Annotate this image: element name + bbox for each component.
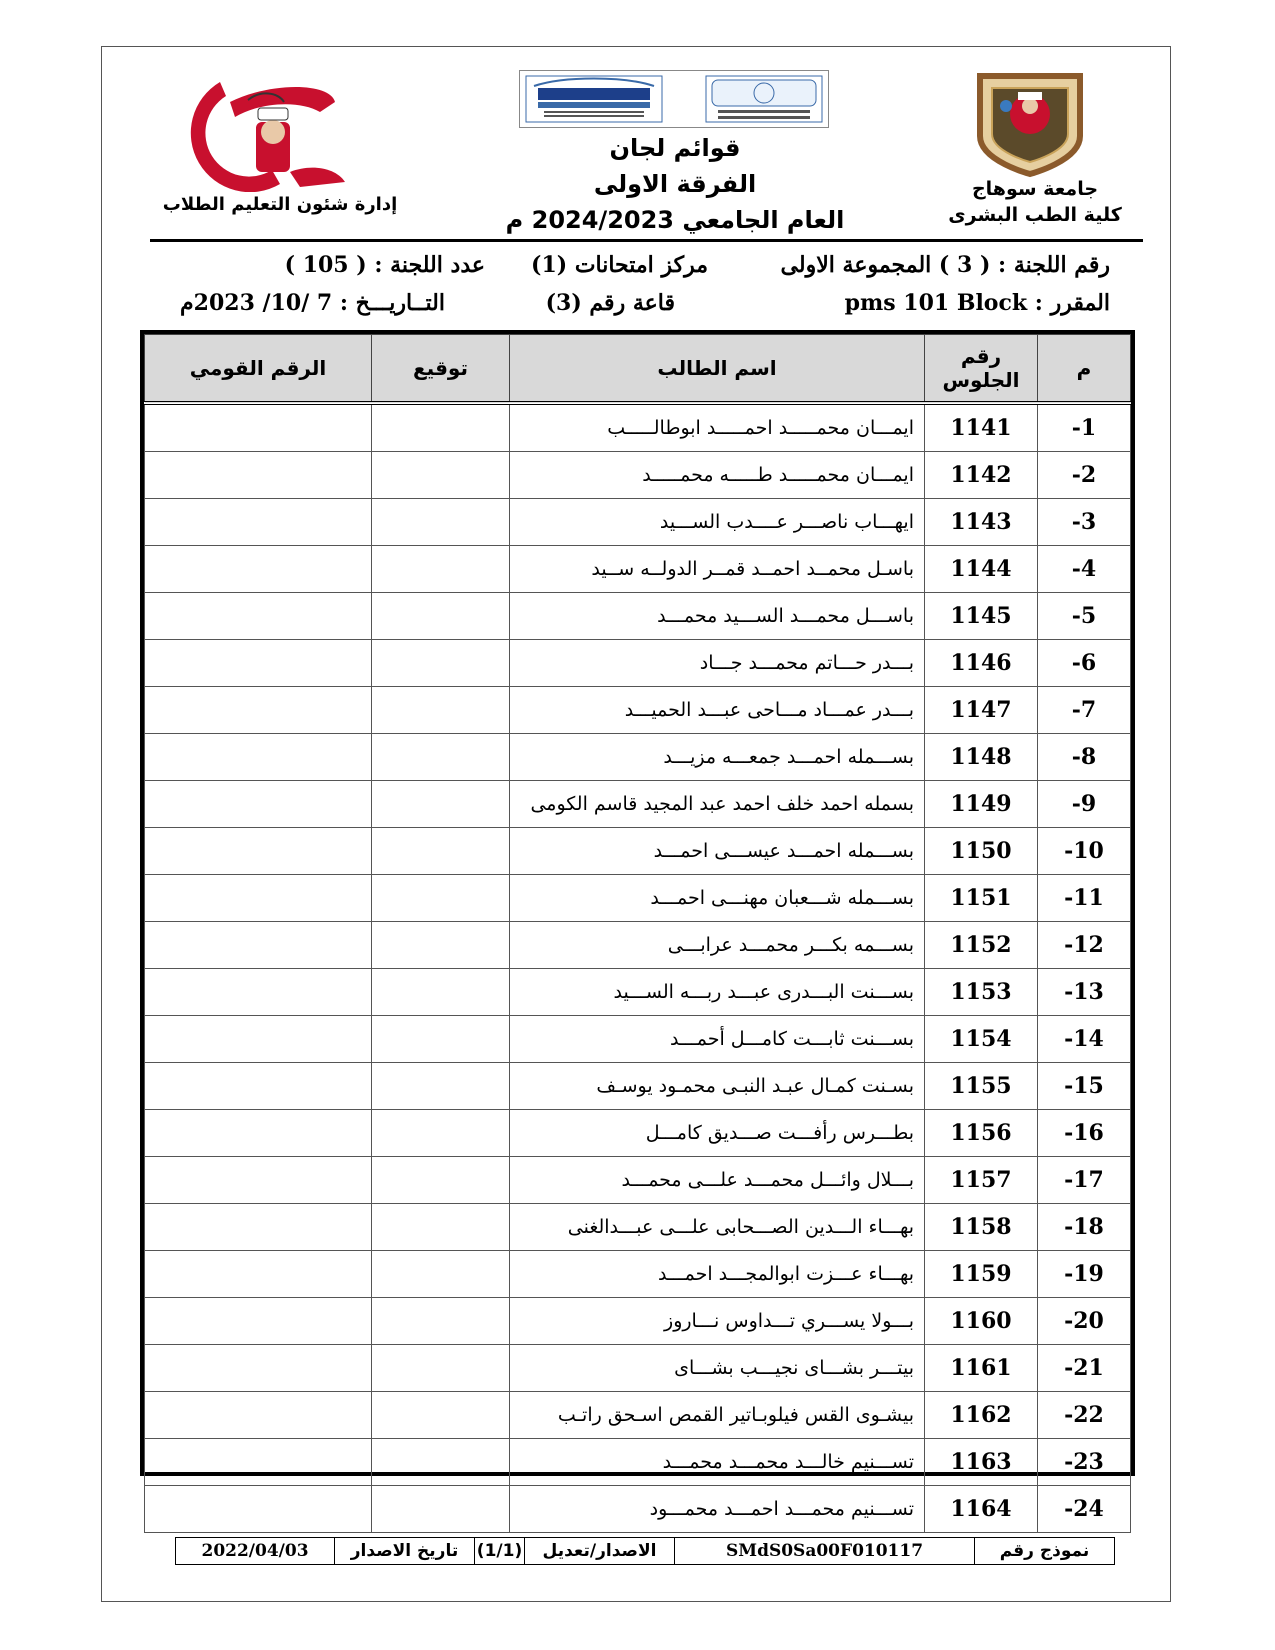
signature-cell bbox=[372, 1063, 510, 1110]
student-name: بســـمله احمـــد جمعـــه مزيـــد bbox=[510, 734, 925, 781]
row-number: 13- bbox=[1038, 969, 1131, 1016]
signature-cell bbox=[372, 1345, 510, 1392]
student-name: بســـمله شـــعبان مهنـــى احمـــد bbox=[510, 875, 925, 922]
national-id-cell bbox=[145, 1157, 372, 1204]
national-id-cell bbox=[145, 1063, 372, 1110]
header-student-name: اسم الطالب bbox=[510, 335, 925, 404]
student-name: بسمله احمد خلف احمد عبد المجيد قاسم الكومى bbox=[510, 781, 925, 828]
national-id-cell bbox=[145, 452, 372, 499]
seat-number: 1148 bbox=[925, 734, 1038, 781]
signature-cell bbox=[372, 969, 510, 1016]
seat-number: 1150 bbox=[925, 828, 1038, 875]
seat-number: 1146 bbox=[925, 640, 1038, 687]
header-seat: رقم الجلوس bbox=[925, 335, 1038, 404]
table-row bbox=[145, 1439, 1131, 1486]
table-row bbox=[145, 1157, 1131, 1204]
seat-number: 1143 bbox=[925, 499, 1038, 546]
university-name: جامعة سوهاج bbox=[971, 178, 1099, 200]
seat-number: 1154 bbox=[925, 1016, 1038, 1063]
signature-cell bbox=[372, 1439, 510, 1486]
row-number: 24- bbox=[1038, 1486, 1131, 1533]
signature-cell bbox=[372, 1251, 510, 1298]
row-number: 7- bbox=[1038, 687, 1131, 734]
row-number: 23- bbox=[1038, 1439, 1131, 1486]
student-name: بهـــاء عـــزت ابوالمجـــد احمـــد bbox=[510, 1251, 925, 1298]
seat-number: 1151 bbox=[925, 875, 1038, 922]
seat-number: 1164 bbox=[925, 1486, 1038, 1533]
student-name: ايمـــان محمـــــد احمـــــد ابوطالـــــب bbox=[510, 403, 925, 452]
student-table bbox=[140, 330, 1135, 1522]
student-name: باســـل محمـــد الســـيد محمـــد bbox=[510, 593, 925, 640]
signature-cell bbox=[372, 499, 510, 546]
form-label: نموذج رقم bbox=[974, 1538, 1114, 1564]
national-id-cell bbox=[145, 781, 372, 828]
student-name: بســـنت البـــدرى عبـــد ربـــه الســـيد bbox=[510, 969, 925, 1016]
national-id-cell bbox=[145, 1251, 372, 1298]
national-id-cell bbox=[145, 1345, 372, 1392]
header-divider bbox=[150, 239, 1143, 242]
student-name: ايهـــاب ناصـــر عــــدب الســـيد bbox=[510, 499, 925, 546]
header-m: م bbox=[1038, 335, 1131, 404]
row-number: 18- bbox=[1038, 1204, 1131, 1251]
committee-number: رقم اللجنة : ( 3 ) المجموعة الاولى bbox=[780, 252, 1110, 278]
table-row bbox=[145, 1110, 1131, 1157]
national-id-cell bbox=[145, 1439, 372, 1486]
student-name: بـــدر حـــاتم محمـــد جـــاد bbox=[510, 640, 925, 687]
table-row bbox=[145, 1251, 1131, 1298]
seat-number: 1162 bbox=[925, 1392, 1038, 1439]
egac-badge-icon bbox=[524, 74, 664, 124]
national-id-cell bbox=[145, 640, 372, 687]
aja-badge-icon bbox=[704, 74, 824, 124]
seat-number: 1145 bbox=[925, 593, 1038, 640]
form-footer bbox=[175, 1537, 1115, 1565]
table-row bbox=[145, 640, 1131, 687]
exam-date: التــاريـــخ : 7 /10/ 2023م bbox=[180, 290, 445, 316]
table-row bbox=[145, 781, 1131, 828]
student-name: باسـل محمــد احمــد قمــر الدولــه ســيد bbox=[510, 546, 925, 593]
row-number: 4- bbox=[1038, 546, 1131, 593]
national-id-cell bbox=[145, 875, 372, 922]
table-row bbox=[145, 593, 1131, 640]
seat-number: 1155 bbox=[925, 1063, 1038, 1110]
national-id-cell bbox=[145, 1204, 372, 1251]
signature-cell bbox=[372, 1157, 510, 1204]
table-row bbox=[145, 875, 1131, 922]
student-name: تســـنيم خالـــد محمـــد محمـــد bbox=[510, 1439, 925, 1486]
university-seal bbox=[970, 66, 1090, 178]
title-first-year: الفرقة الاولى bbox=[593, 170, 757, 198]
course: المقرر : pms 101 Block bbox=[844, 290, 1110, 316]
row-number: 12- bbox=[1038, 922, 1131, 969]
signature-cell bbox=[372, 1392, 510, 1439]
admin-dept: إدارة شئون التعليم الطلاب bbox=[162, 194, 398, 215]
exam-center: مركز امتحانات (1) bbox=[531, 252, 708, 278]
row-number: 11- bbox=[1038, 875, 1131, 922]
signature-cell bbox=[372, 687, 510, 734]
edition-value: (1/1) bbox=[474, 1538, 524, 1564]
faculty-logo bbox=[160, 72, 350, 192]
signature-cell bbox=[372, 640, 510, 687]
row-number: 5- bbox=[1038, 593, 1131, 640]
student-name: بســـمله احمـــد عيســـى احمـــد bbox=[510, 828, 925, 875]
national-id-cell bbox=[145, 734, 372, 781]
signature-cell bbox=[372, 593, 510, 640]
row-number: 10- bbox=[1038, 828, 1131, 875]
issue-date-label: تاريخ الاصدار bbox=[334, 1538, 474, 1564]
certification-badges bbox=[519, 70, 829, 128]
form-code: SMdS0Sa00F010117 bbox=[674, 1538, 974, 1564]
table-row bbox=[145, 546, 1131, 593]
table-row bbox=[145, 1486, 1131, 1533]
signature-cell bbox=[372, 781, 510, 828]
student-name: بـــولا يســـري تـــداوس نـــاروز bbox=[510, 1298, 925, 1345]
student-name: بـــلال وائـــل محمـــد علـــى محمـــد bbox=[510, 1157, 925, 1204]
seat-number: 1156 bbox=[925, 1110, 1038, 1157]
table-row bbox=[145, 969, 1131, 1016]
row-number: 16- bbox=[1038, 1110, 1131, 1157]
signature-cell bbox=[372, 875, 510, 922]
faculty-name: كلية الطب البشرى bbox=[948, 204, 1122, 226]
document-titles bbox=[470, 130, 880, 238]
table-row bbox=[145, 734, 1131, 781]
student-name: بســـمه بكـــر محمـــد عرابـــى bbox=[510, 922, 925, 969]
seat-number: 1153 bbox=[925, 969, 1038, 1016]
student-name: بيشـوى القس فيلوبـاتير القمص اسـحق راتـب bbox=[510, 1392, 925, 1439]
national-id-cell bbox=[145, 403, 372, 452]
seat-number: 1152 bbox=[925, 922, 1038, 969]
table-row bbox=[145, 499, 1131, 546]
row-number: 17- bbox=[1038, 1157, 1131, 1204]
edition-label: الاصدار/تعديل bbox=[524, 1538, 674, 1564]
signature-cell bbox=[372, 1298, 510, 1345]
signature-cell bbox=[372, 1204, 510, 1251]
table-row bbox=[145, 1016, 1131, 1063]
signature-cell bbox=[372, 403, 510, 452]
committee-count: عدد اللجنة : ( 105 ) bbox=[284, 252, 485, 278]
row-number: 1- bbox=[1038, 403, 1131, 452]
national-id-cell bbox=[145, 1298, 372, 1345]
title-committee-lists: قوائم لجان bbox=[609, 134, 741, 162]
table-row bbox=[145, 1345, 1131, 1392]
signature-cell bbox=[372, 1016, 510, 1063]
row-number: 2- bbox=[1038, 452, 1131, 499]
national-id-cell bbox=[145, 546, 372, 593]
table-row bbox=[145, 1298, 1131, 1345]
row-number: 21- bbox=[1038, 1345, 1131, 1392]
signature-cell bbox=[372, 734, 510, 781]
signature-cell bbox=[372, 922, 510, 969]
signature-cell bbox=[372, 452, 510, 499]
row-number: 22- bbox=[1038, 1392, 1131, 1439]
national-id-cell bbox=[145, 828, 372, 875]
student-name: تســـنيم محمـــد احمـــد محمـــود bbox=[510, 1486, 925, 1533]
university-block bbox=[940, 176, 1130, 228]
row-number: 19- bbox=[1038, 1251, 1131, 1298]
national-id-cell bbox=[145, 1486, 372, 1533]
seat-number: 1159 bbox=[925, 1251, 1038, 1298]
national-id-cell bbox=[145, 922, 372, 969]
student-name: بسـنت كمـال عبـد النبـى محمـود يوسـف bbox=[510, 1063, 925, 1110]
seat-number: 1161 bbox=[925, 1345, 1038, 1392]
seat-number: 1141 bbox=[925, 403, 1038, 452]
row-number: 15- bbox=[1038, 1063, 1131, 1110]
student-name: بســـنت ثابـــت كامـــل أحمـــد bbox=[510, 1016, 925, 1063]
row-number: 3- bbox=[1038, 499, 1131, 546]
seat-number: 1144 bbox=[925, 546, 1038, 593]
national-id-cell bbox=[145, 687, 372, 734]
signature-cell bbox=[372, 546, 510, 593]
table-row bbox=[145, 1392, 1131, 1439]
national-id-cell bbox=[145, 1110, 372, 1157]
table-row bbox=[145, 1063, 1131, 1110]
row-number: 14- bbox=[1038, 1016, 1131, 1063]
header-national-id: الرقم القومي bbox=[145, 335, 372, 404]
national-id-cell bbox=[145, 969, 372, 1016]
seat-number: 1157 bbox=[925, 1157, 1038, 1204]
seat-number: 1149 bbox=[925, 781, 1038, 828]
issue-date-value: 2022/04/03 bbox=[201, 1541, 309, 1561]
table-row bbox=[145, 828, 1131, 875]
hall: قاعة رقم (3) bbox=[545, 290, 675, 316]
signature-cell bbox=[372, 1110, 510, 1157]
seat-number: 1142 bbox=[925, 452, 1038, 499]
table-row bbox=[145, 452, 1131, 499]
table-row bbox=[145, 403, 1131, 452]
national-id-cell bbox=[145, 1392, 372, 1439]
table-row bbox=[145, 687, 1131, 734]
signature-cell bbox=[372, 828, 510, 875]
student-name: بهـــاء الـــدين الصـــحابى علـــى عبـــدالغنى bbox=[510, 1204, 925, 1251]
student-name: بيتـــر بشـــاى نجيـــب بشـــاى bbox=[510, 1345, 925, 1392]
seat-number: 1163 bbox=[925, 1439, 1038, 1486]
row-number: 9- bbox=[1038, 781, 1131, 828]
seat-number: 1147 bbox=[925, 687, 1038, 734]
national-id-cell bbox=[145, 593, 372, 640]
seat-number: 1158 bbox=[925, 1204, 1038, 1251]
seat-number: 1160 bbox=[925, 1298, 1038, 1345]
table-row bbox=[145, 922, 1131, 969]
student-name: بطـــرس رأفـــت صـــديق كامـــل bbox=[510, 1110, 925, 1157]
row-number: 8- bbox=[1038, 734, 1131, 781]
student-name: بـــدر عمـــاد مـــاحى عبـــد الحميـــد bbox=[510, 687, 925, 734]
signature-cell bbox=[372, 1486, 510, 1533]
row-number: 6- bbox=[1038, 640, 1131, 687]
title-academic-year: العام الجامعي 2024/2023 م bbox=[505, 206, 845, 234]
national-id-cell bbox=[145, 499, 372, 546]
table-row bbox=[145, 1204, 1131, 1251]
row-number: 20- bbox=[1038, 1298, 1131, 1345]
header-signature: توقيع bbox=[372, 335, 510, 404]
student-name: ايمـــان محمـــــد طـــــه محمـــــد bbox=[510, 452, 925, 499]
national-id-cell bbox=[145, 1016, 372, 1063]
table-header-row bbox=[145, 335, 1131, 404]
